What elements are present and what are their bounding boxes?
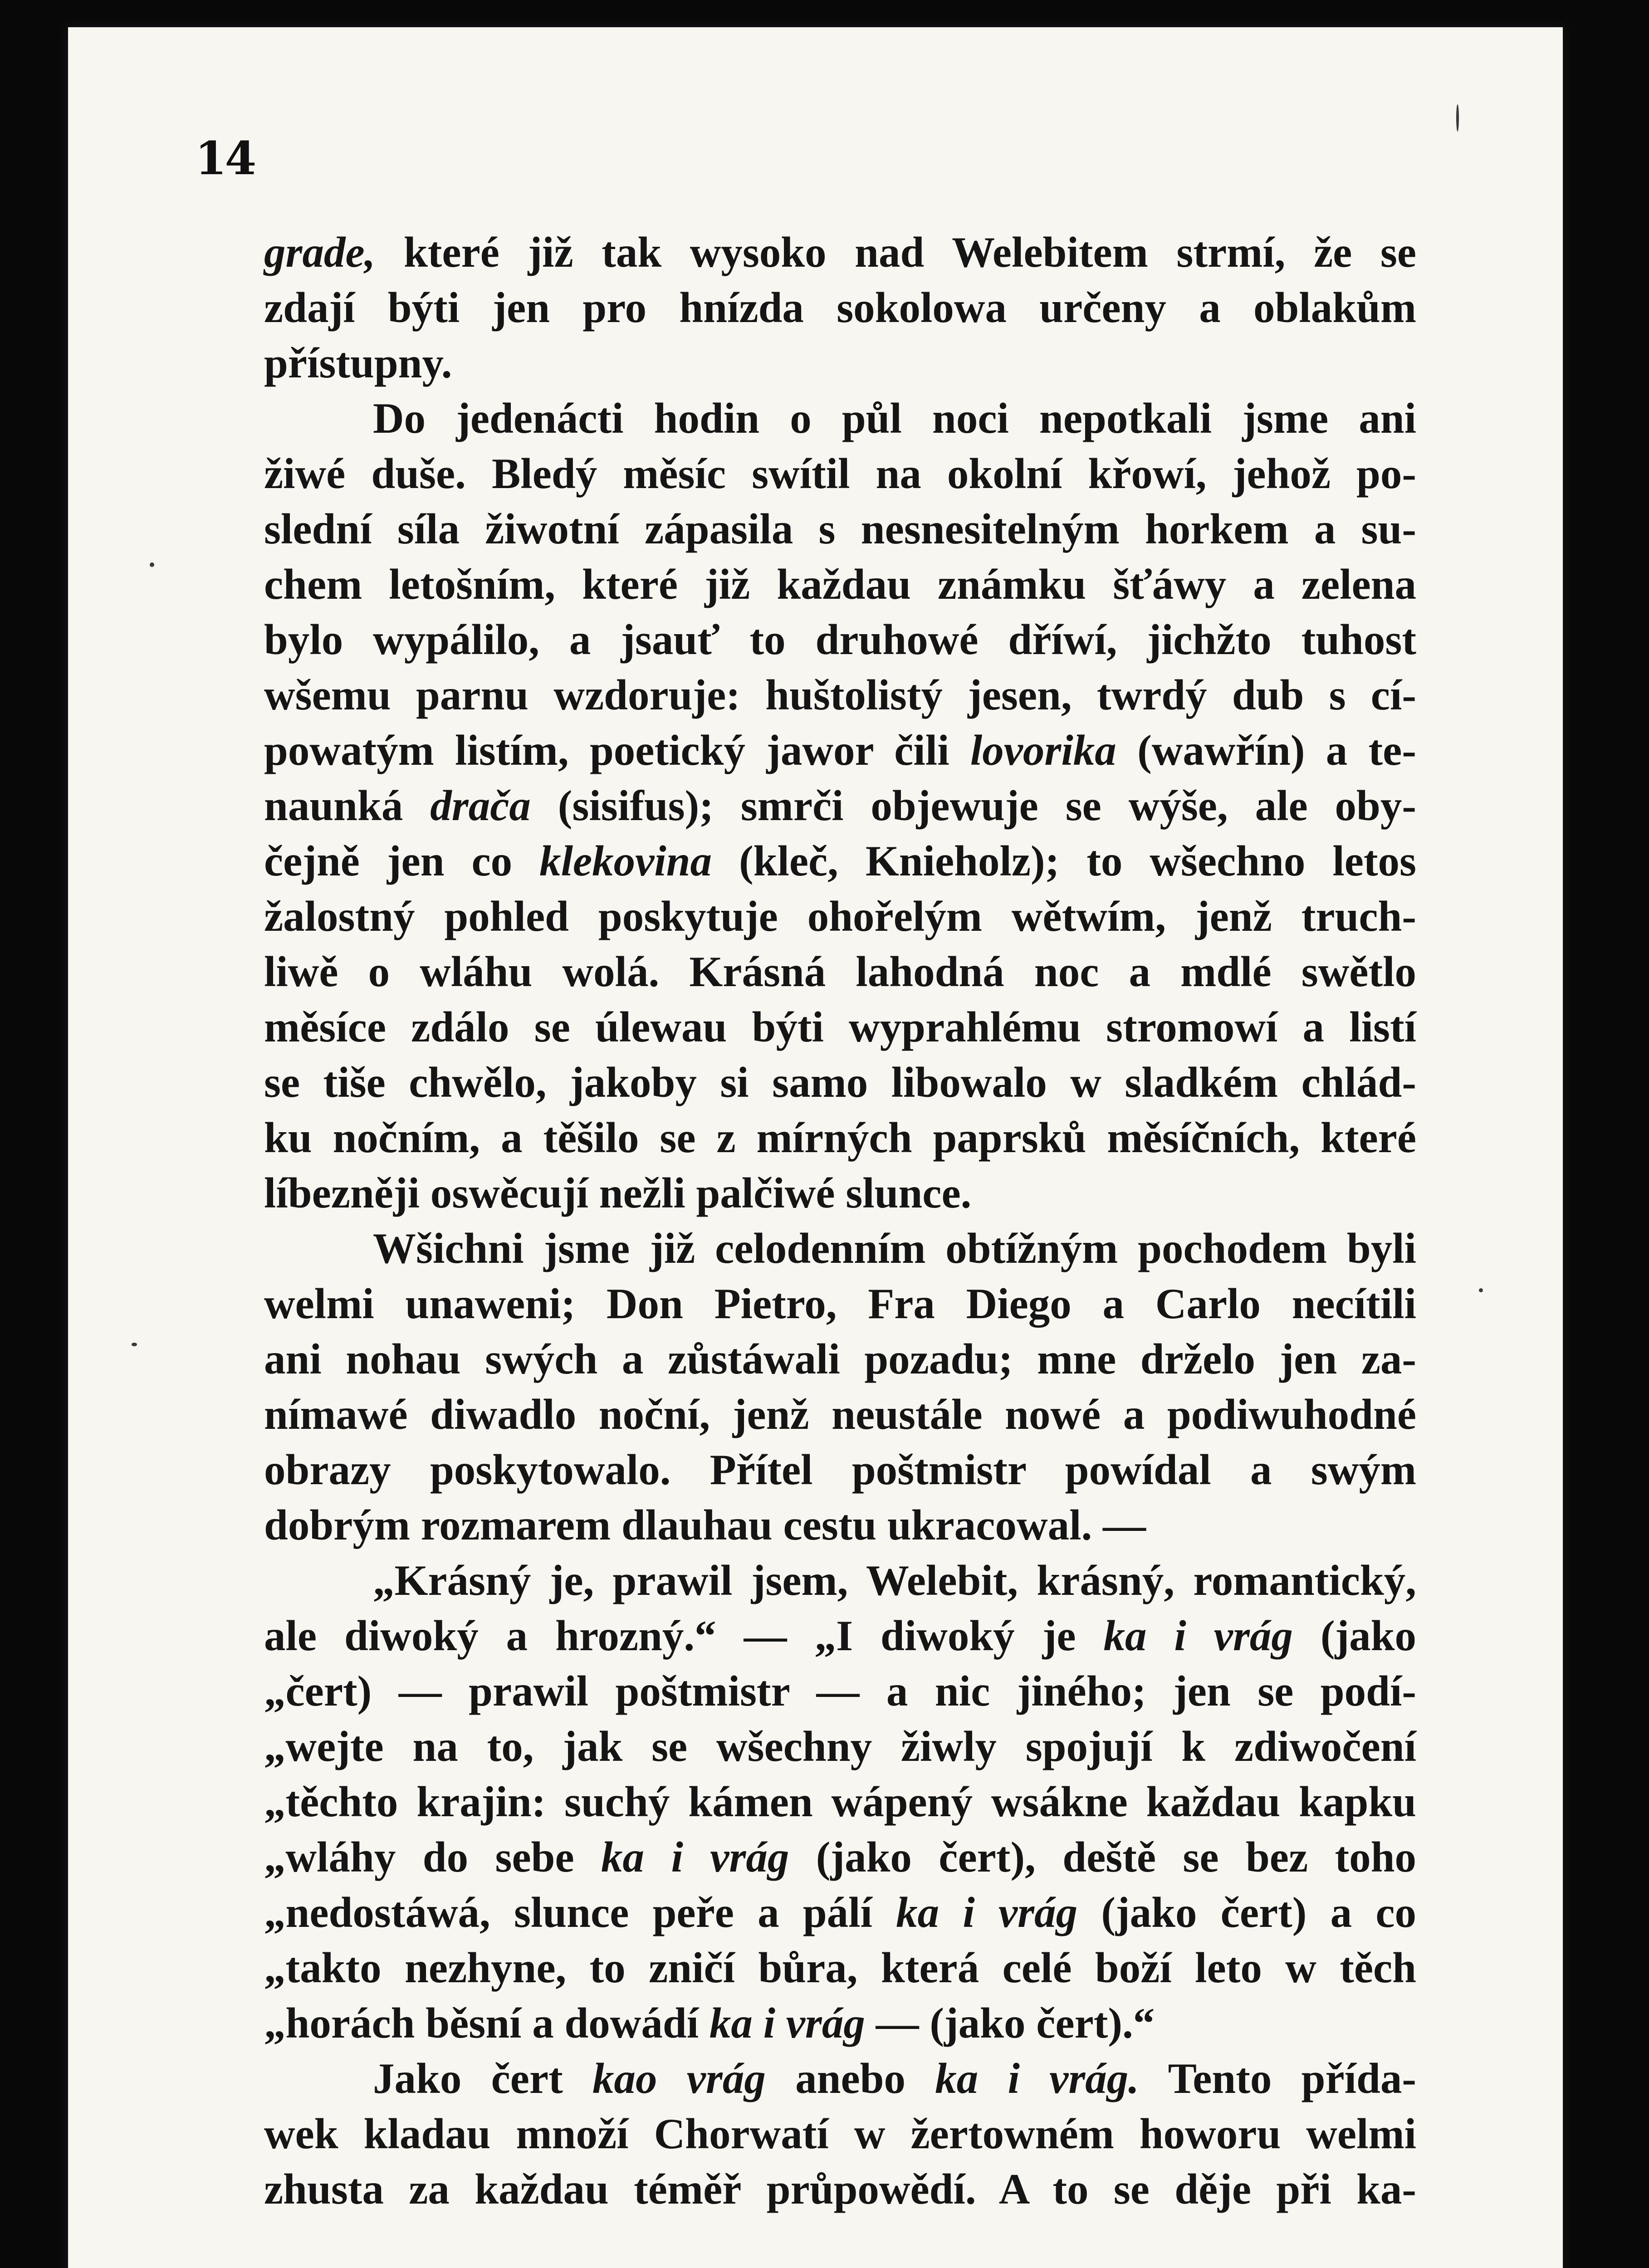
text-segment: ku nočním, a těšilo se z mírných paprsků měsíčních, které bbox=[264, 1114, 1416, 1162]
text-line bbox=[264, 335, 1416, 391]
text-segment: (sisifus); smrči objewuje se wýše, ale oby- bbox=[530, 782, 1416, 830]
text-line bbox=[264, 1497, 1416, 1553]
text-line bbox=[264, 1165, 1416, 1221]
text-segment: welmi unaweni; Don Pietro, Fra Diego a Carlo necítili bbox=[264, 1280, 1416, 1328]
text-segment: ani nohau swých a zůstáwali pozadu; mne drželo jen za- bbox=[264, 1335, 1416, 1383]
text-segment: — (jako čert).“ bbox=[865, 1999, 1155, 2047]
italic-term: grade, bbox=[264, 228, 376, 276]
text-segment: liwě o wláhu wolá. Krásná lahodná noc a mdlé swětlo bbox=[264, 948, 1416, 996]
text-line bbox=[264, 1719, 1416, 1774]
italic-term: ka i vrág bbox=[601, 1833, 789, 1881]
text-line bbox=[264, 1774, 1416, 1829]
text-segment: (kleč, Knieholz); to wšechno letos bbox=[712, 837, 1416, 885]
text-line bbox=[264, 446, 1416, 501]
text-segment: „wejte na to, jak se wšechny žiwly spojují k zdiwočení bbox=[264, 1722, 1416, 1770]
text-segment: (jako čert) a co bbox=[1077, 1888, 1416, 1936]
text-segment: Tento přída- bbox=[1139, 2054, 1417, 2102]
text-segment: slední síla žiwotní zápasila s nesnesitelným horkem a su- bbox=[264, 505, 1416, 553]
text-segment: nímawé diwadlo noční, jenž neustále nowé a podiwuhodné bbox=[264, 1390, 1416, 1438]
text-line bbox=[264, 1442, 1416, 1497]
italic-term: ka i vrág. bbox=[935, 2054, 1140, 2102]
text-segment: zdají býti jen pro hnízda sokolowa určeny a oblakům bbox=[264, 284, 1416, 332]
text-segment: (wawřín) a te- bbox=[1116, 726, 1416, 774]
text-line bbox=[264, 1885, 1416, 1940]
text-segment: „horách běsní a dowádí bbox=[264, 1999, 710, 2047]
text-segment: přístupny. bbox=[264, 339, 452, 387]
text-line bbox=[264, 612, 1416, 667]
text-line bbox=[264, 1663, 1416, 1719]
text-line bbox=[264, 1110, 1416, 1165]
text-line bbox=[264, 778, 1416, 833]
text-segment: zhusta za každau téměř průpowědí. A to se děje při ka- bbox=[264, 2165, 1416, 2213]
text-line bbox=[264, 1276, 1416, 1331]
text-segment: „takto nezhyne, to zničí bůra, která celé boží leto w těch bbox=[264, 1944, 1416, 1992]
text-line bbox=[264, 1221, 1416, 1276]
text-line bbox=[264, 2051, 1416, 2106]
text-line bbox=[264, 723, 1416, 778]
text-line bbox=[264, 2161, 1416, 2217]
text-segment: (jako bbox=[1292, 1612, 1416, 1660]
text-segment: bylo wypálilo, a jsauť to druhowé dříwí, jichžto tuhost bbox=[264, 616, 1416, 664]
text-segment: Jako čert bbox=[373, 2054, 592, 2102]
text-line bbox=[264, 557, 1416, 612]
text-line bbox=[264, 280, 1416, 335]
text-line bbox=[264, 1553, 1416, 1608]
paper-speck bbox=[150, 562, 154, 567]
text-segment: žiwé duše. Bledý měsíc swítil na okolní křowí, jehož po- bbox=[264, 450, 1416, 498]
text-segment: ale diwoký a hrozný.“ — „I diwoký je bbox=[264, 1612, 1104, 1660]
italic-term: klekovina bbox=[539, 837, 712, 885]
text-segment: „wláhy do sebe bbox=[264, 1833, 602, 1881]
text-segment: naunká bbox=[264, 782, 431, 830]
text-segment: Do jedenácti hodin o půl noci nepotkali jsme ani bbox=[373, 394, 1416, 442]
text-line bbox=[264, 1387, 1416, 1442]
text-segment: čejně jen co bbox=[264, 837, 540, 885]
text-segment: žalostný pohled poskytuje ohořelým wětwím, jenž truch- bbox=[264, 892, 1416, 940]
text-segment: wek kladau množí Chorwatí w žertowném howoru welmi bbox=[264, 2110, 1416, 2158]
text-line bbox=[264, 1331, 1416, 1387]
page-number: 14 bbox=[195, 132, 255, 185]
text-line bbox=[264, 391, 1416, 446]
paper-speck bbox=[132, 1343, 137, 1346]
text-segment: chem letošním, které již každau známku šťáwy a zelena bbox=[264, 560, 1416, 608]
text-line bbox=[264, 667, 1416, 723]
text-segment: Wšichni jsme již celodenním obtížným pochodem byli bbox=[373, 1224, 1416, 1272]
text-segment: se tiše chwělo, jakoby si samo libowalo w sladkém chlád- bbox=[264, 1058, 1416, 1106]
text-segment: „nedostáwá, slunce peře a pálí bbox=[264, 1888, 896, 1936]
italic-term: ka i vrág bbox=[709, 1999, 865, 2047]
italic-term: ka i vrág bbox=[896, 1888, 1078, 1936]
text-line bbox=[264, 1055, 1416, 1110]
text-line bbox=[264, 1608, 1416, 1663]
text-segment: obrazy poskytowalo. Přítel poštmistr powídal a swým bbox=[264, 1446, 1416, 1494]
text-segment: „Krásný je, prawil jsem, Welebit, krásný, romantický, bbox=[373, 1556, 1416, 1604]
text-line bbox=[264, 1995, 1416, 2051]
text-line bbox=[264, 889, 1416, 944]
paper-speck bbox=[1479, 1288, 1483, 1292]
text-segment: „čert) — prawil poštmistr — a nic jiného; jen se podí- bbox=[264, 1667, 1416, 1715]
body-text bbox=[264, 225, 1416, 2217]
text-line bbox=[264, 225, 1416, 280]
text-line bbox=[264, 1829, 1416, 1885]
paper-speck bbox=[1456, 104, 1459, 132]
text-segment: dobrým rozmarem dlauhau cestu ukracowal. — bbox=[264, 1501, 1146, 1549]
text-line bbox=[264, 501, 1416, 557]
text-segment: které již tak wysoko nad Welebitem strmí, že se bbox=[375, 228, 1416, 276]
italic-term: ka i vrág bbox=[1103, 1612, 1293, 1660]
italic-term: drača bbox=[430, 782, 531, 830]
text-segment: měsíce zdálo se úlewau býti wyprahlému stromowí a listí bbox=[264, 1003, 1416, 1051]
text-segment: „těchto krajin: suchý kámen wápený wsákne každau kapku bbox=[264, 1778, 1416, 1826]
text-line bbox=[264, 2106, 1416, 2161]
text-segment: powatým listím, poetický jawor čili bbox=[264, 726, 970, 774]
text-segment: wšemu parnu wzdoruje: huštolistý jesen, twrdý dub s cí- bbox=[264, 671, 1416, 719]
italic-term: kao vrág bbox=[592, 2054, 766, 2102]
text-segment: anebo bbox=[765, 2054, 935, 2102]
text-line bbox=[264, 1940, 1416, 1995]
text-segment: (jako čert), deště se bez toho bbox=[789, 1833, 1417, 1881]
italic-term: lovorika bbox=[970, 726, 1116, 774]
text-line bbox=[264, 999, 1416, 1055]
text-line bbox=[264, 944, 1416, 999]
text-line bbox=[264, 833, 1416, 889]
text-segment: líbezněji oswěcují nežli palčiwé slunce. bbox=[264, 1169, 972, 1217]
